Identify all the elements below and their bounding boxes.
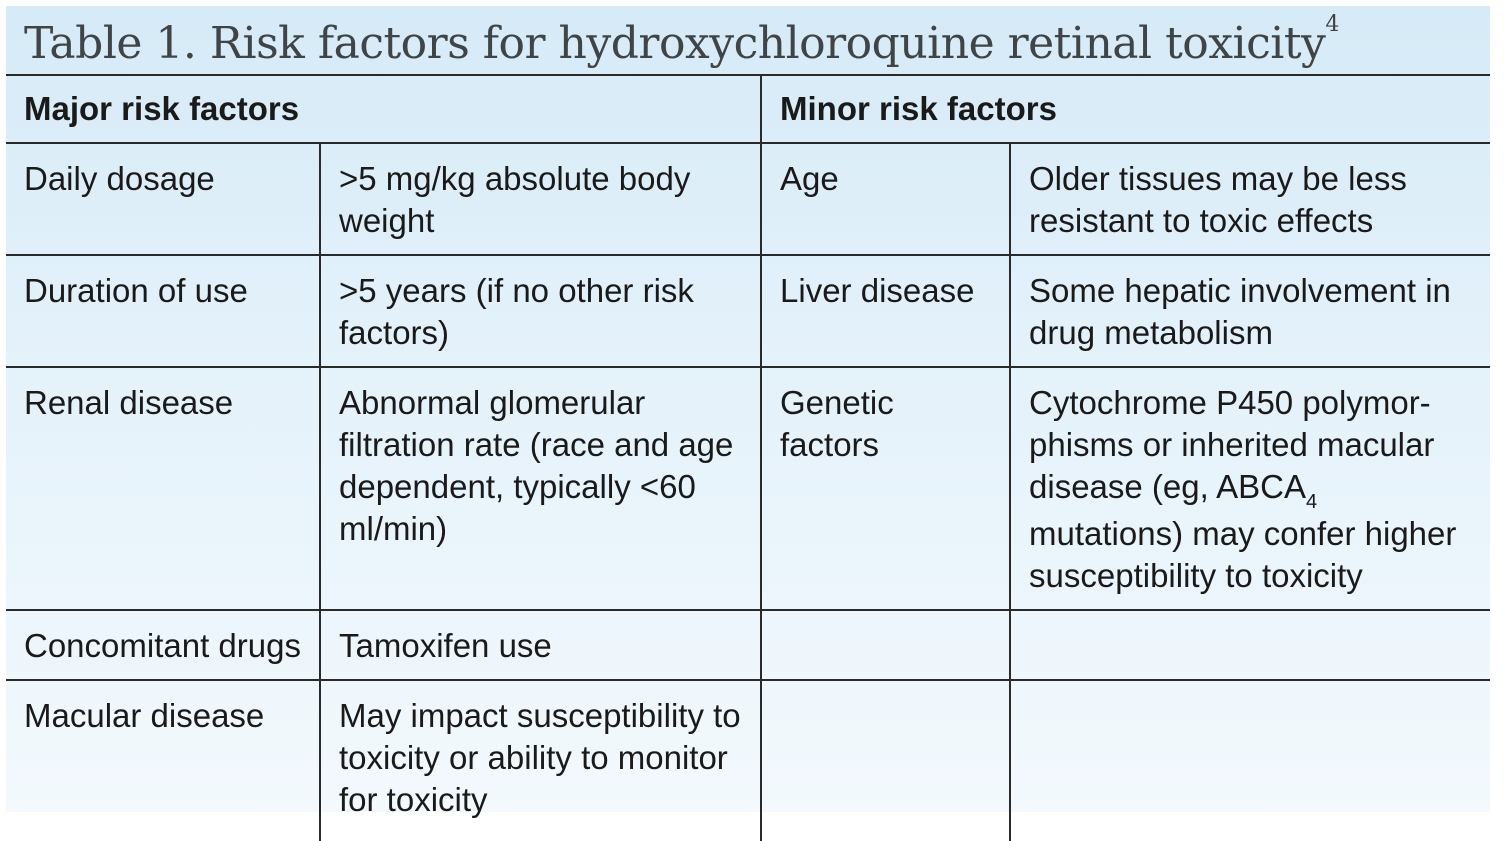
detail-text-post: mutations) may confer higher susceptibility to toxicity bbox=[1029, 515, 1457, 594]
table-row bbox=[6, 367, 1490, 610]
major-detail-cell: Abnormal glomerular filtration rate (race and age dependent, typically <60 ml/min) bbox=[320, 367, 761, 610]
major-risk-header: Major risk factors bbox=[6, 75, 761, 143]
minor-factor-cell bbox=[761, 610, 1010, 680]
minor-risk-header: Minor risk factors bbox=[761, 75, 1490, 143]
table-row bbox=[6, 255, 1490, 367]
major-factor-cell: Renal disease bbox=[6, 367, 320, 610]
major-factor-cell: Daily dosage bbox=[6, 143, 320, 255]
minor-detail-cell bbox=[1010, 367, 1490, 610]
header-row bbox=[6, 75, 1490, 143]
major-detail-cell: May impact susceptibility to toxicity or ability to monitor for toxicity bbox=[320, 680, 761, 841]
subscript: 4 bbox=[1306, 491, 1318, 513]
risk-factors-table bbox=[6, 74, 1490, 841]
minor-detail-cell: Older tissues may be less resistant to toxic effects bbox=[1010, 143, 1490, 255]
major-detail-cell: >5 mg/kg absolute body weight bbox=[320, 143, 761, 255]
major-factor-cell: Concomitant drugs bbox=[6, 610, 320, 680]
minor-factor-cell: Genetic factors bbox=[761, 367, 1010, 610]
major-factor-cell: Macular disease bbox=[6, 680, 320, 841]
table-title bbox=[24, 12, 1339, 69]
major-detail-cell: Tamoxifen use bbox=[320, 610, 761, 680]
minor-factor-cell bbox=[761, 680, 1010, 841]
table-row bbox=[6, 610, 1490, 680]
major-detail-cell: >5 years (if no other risk factors) bbox=[320, 255, 761, 367]
table-panel bbox=[6, 6, 1490, 818]
minor-detail-cell bbox=[1010, 680, 1490, 841]
title-text: Table 1. Risk factors for hydroxychloroquine retinal toxicity bbox=[24, 18, 1326, 69]
minor-factor-cell: Age bbox=[761, 143, 1010, 255]
major-factor-cell: Duration of use bbox=[6, 255, 320, 367]
minor-detail-cell bbox=[1010, 610, 1490, 680]
title-reference: 4 bbox=[1325, 12, 1339, 37]
detail-text-pre: Cytochrome P450 polymor-phisms or inherited macular disease (eg, ABCA bbox=[1029, 384, 1435, 505]
table-row bbox=[6, 143, 1490, 255]
minor-detail-cell: Some hepatic involvement in drug metabolism bbox=[1010, 255, 1490, 367]
table-row bbox=[6, 680, 1490, 841]
minor-factor-cell: Liver disease bbox=[761, 255, 1010, 367]
